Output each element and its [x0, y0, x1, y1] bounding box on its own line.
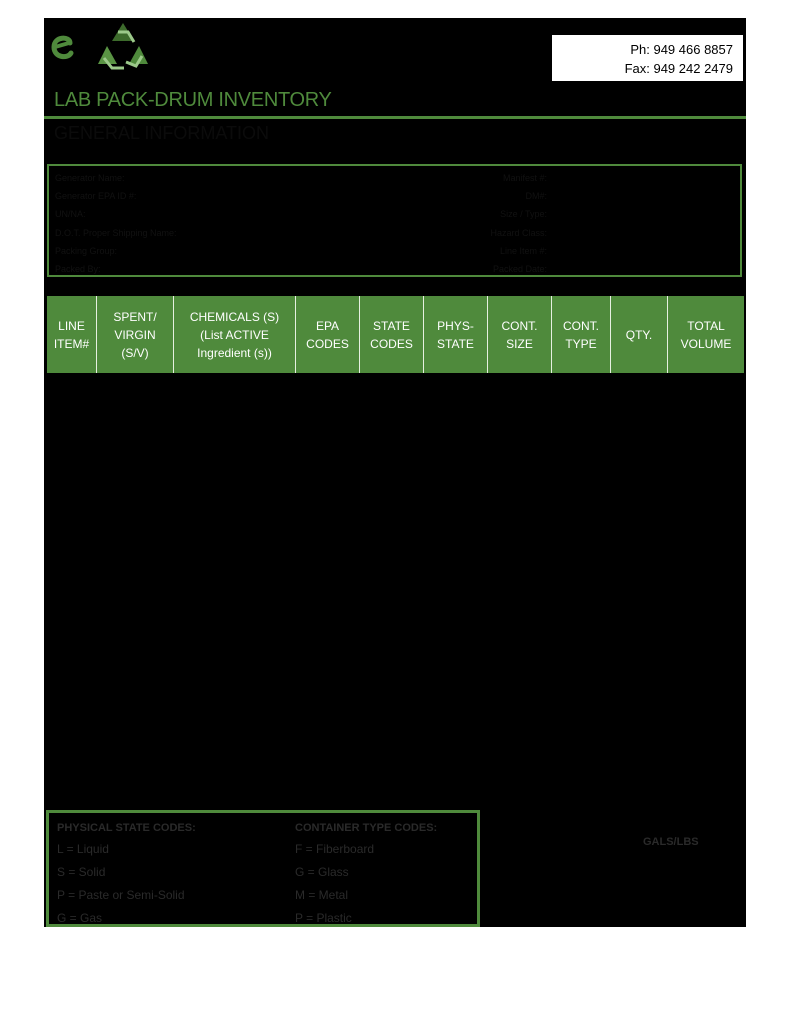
- title-divider: [44, 116, 746, 119]
- e-logo-icon: [50, 32, 74, 62]
- recycle-icon: [96, 20, 150, 72]
- manifest-label: Manifest #:: [502, 173, 547, 183]
- col-chemicals: CHEMICALS (S) (List ACTIVE Ingredient (s)): [174, 296, 296, 373]
- col-epa-codes: EPA CODES: [296, 296, 360, 373]
- legend-item: S = Solid: [57, 865, 106, 879]
- physical-state-header: PHYSICAL STATE CODES:: [57, 822, 196, 834]
- packed-by-label: Packed By:: [55, 264, 101, 275]
- legend-item: L = Liquid: [57, 842, 109, 856]
- legend-item: P = Paste or Semi-Solid: [57, 888, 185, 902]
- un-na-label: UN/NA:: [55, 209, 86, 220]
- col-state-codes: STATE CODES: [360, 296, 424, 373]
- legend-item: G = Gas: [57, 911, 103, 925]
- col-cont-size: CONT. SIZE: [488, 296, 552, 373]
- packed-date-label: Packed Date:: [492, 264, 547, 275]
- units-label: GALS/LBS: [643, 836, 699, 848]
- legend-item: M = Metal: [295, 888, 349, 902]
- phone-number: Ph: 949 466 8857: [630, 42, 733, 57]
- legend-item: P = Plastic: [295, 911, 352, 925]
- size-type-label: Size / Type:: [500, 209, 547, 220]
- container-type-legend: [295, 821, 437, 930]
- container-type-header: CONTAINER TYPE CODES:: [295, 822, 438, 834]
- generator-epa-id-label: Generator EPA ID #:: [55, 191, 137, 202]
- dm-label: DM#:: [525, 191, 547, 202]
- col-phys-state: PHYS- STATE: [424, 296, 488, 373]
- legend-item: G = Glass: [295, 865, 349, 879]
- col-total-volume: TOTAL VOLUME: [680, 318, 732, 351]
- hazard-class-label: Hazard Class:: [490, 227, 547, 238]
- info-left-column: [55, 169, 177, 278]
- col-line-item: LINE ITEM#: [47, 296, 97, 373]
- info-right-column: [490, 169, 547, 278]
- generator-name-label: Generator Name:: [55, 173, 125, 183]
- inventory-table-header: [47, 296, 744, 373]
- inventory-sheet: [44, 18, 746, 927]
- line-item-label: Line Item #:: [499, 245, 547, 256]
- physical-state-legend: [57, 821, 196, 930]
- section-title: GENERAL INFORMATION: [54, 123, 270, 143]
- col-qty: QTY.: [611, 296, 668, 373]
- fax-number: Fax: 949 242 2479: [624, 61, 733, 76]
- contact-box: [552, 35, 743, 81]
- page-title: LAB PACK-DRUM INVENTORY: [54, 89, 332, 111]
- col-spent-virgin: SPENT/ VIRGIN (S/V): [97, 296, 174, 373]
- packing-group-label: Packing Group:: [55, 245, 118, 256]
- legend-item: F = Fiberboard: [295, 842, 375, 856]
- codes-legend: [46, 810, 480, 927]
- shipping-name-label: D.O.T. Proper Shipping Name:: [55, 227, 177, 238]
- general-info-box: [47, 164, 742, 277]
- col-cont-type: CONT. TYPE: [552, 296, 611, 373]
